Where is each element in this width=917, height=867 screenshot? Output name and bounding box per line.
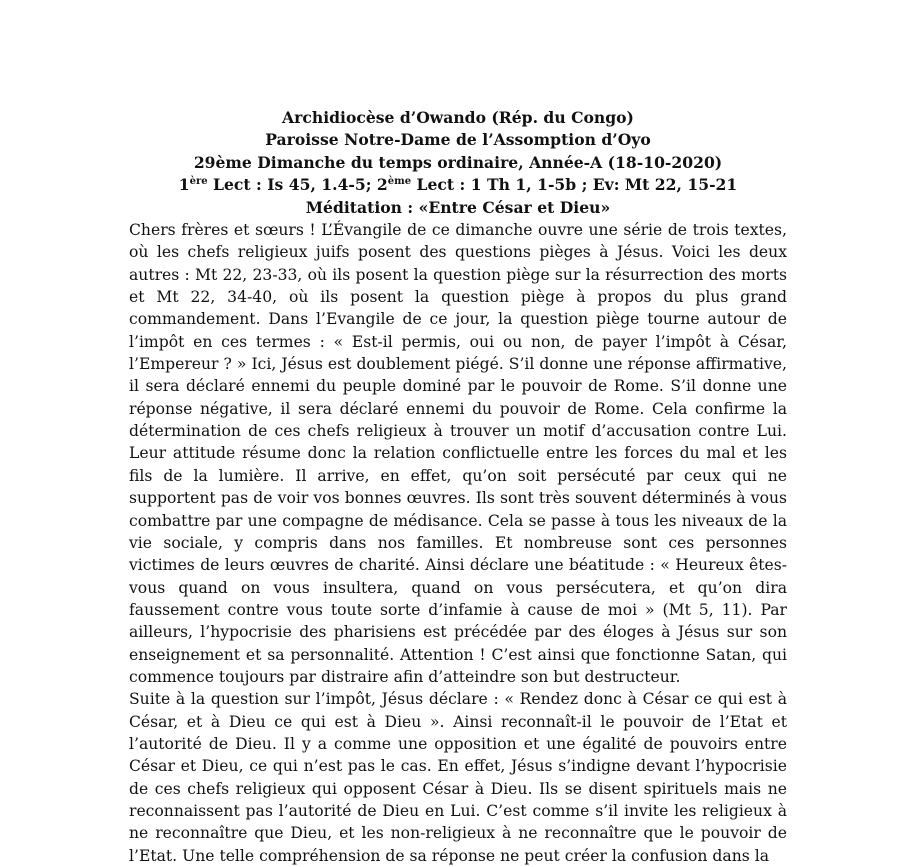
document-page <box>129 107 787 867</box>
document-body <box>129 219 787 867</box>
readings-part1: 1 <box>178 175 190 195</box>
header-parish: Paroisse Notre-Dame de l’Assomption d’Oyo <box>265 130 651 150</box>
header-meditation-title: Méditation : «Entre César et Dieu» <box>305 197 611 217</box>
document-header <box>129 107 787 219</box>
body-paragraph-2: Suite à la question sur l’impôt, Jésus déclare : « Rendez donc à César ce qui est à César, et à Dieu ce qui est à Dieu ». Ainsi reconnaît-il le pouvoir de l’Etat et l’autorité de Dieu. Il y a comme une opposition et une égalité de pouvoirs entre César et Dieu, ce qui n’est pas le cas. En effet, Jésus s’indigne devant l’hypocrisie de ces chefs religieux qui opposent César à Dieu. Ils se disent spirituels mais ne reconnaissent pas l’autorité de Dieu en Lui. C’est comme s’il invite les religieux à ne reconnaître que Dieu, et les non-religieux à ne reconnaître que le pouvoir de l’Etat. Une telle compréhension de sa réponse ne peut créer la confusion dans la <box>129 690 787 865</box>
header-archdiocese: Archidiocèse d’Owando (Rép. du Congo) <box>282 108 634 127</box>
header-sunday: 29ème Dimanche du temps ordinaire, Année-A (18-10-2020) <box>193 152 723 172</box>
readings-sup2: ème <box>387 176 412 188</box>
readings-part2: Lect : Is 45, 1.4-5; 2 <box>207 175 388 195</box>
readings-part3: Lect : 1 Th 1, 1-5b ; Ev: Mt 22, 15-21 <box>411 175 738 195</box>
readings-sup1: ère <box>189 176 208 188</box>
body-paragraph-1: Chers frères et sœurs ! L’Évangile de ce dimanche ouvre une série de trois textes, où les chefs religieux juifs posent des questions pièges à Jésus. Voici les deux autres : Mt 22, 23-33, où ils posent la question piège sur la résurrection des morts et Mt 22, 34-40, où ils posent la question piège à propos du plus grand commandement. Dans l’Evangile de ce jour, la question piège tourne autour de l’impôt en ces termes : « Est-il permis, oui ou non, de payer l’impôt à César, l’Empereur ? » Ici, Jésus est doublement piégé. S’il donne une réponse affirmative, il sera déclaré ennemi du peuple dominé par le pouvoir de Rome. S’il donne une réponse négative, il sera déclaré ennemi du pouvoir de Rome. Cela confirme la détermination de ces chefs religieux à trouver un motif d’accusation contre Lui. Leur attitude résume donc la relation conflictuelle entre les forces du mal et les fils de la lumière. Il arrive, en effet, qu’on soit persécuté par ceux qui ne supportent pas de voir vos bonnes œuvres. Ils sont très souvent déterminés à vous combattre par une compagne de médisance. Cela se passe à tous les niveaux de la vie sociale, y compris dans nos familles. Et nombreuse sont ces personnes victimes de leurs œuvres de charité. Ainsi déclare une béatitude : « Heureux êtes-vous quand on vous insultera, quand on vous persécutera, et qu’on dira faussement contre vous toute sorte d’infamie à cause de moi » (Mt 5, 11). Par ailleurs, l’hypocrisie des pharisiens est précédée par des éloges à Jésus sur son enseignement et sa personnalité. Attention ! C’est ainsi que fonctionne Satan, qui commence toujours par distraire afin d’atteindre son but destructeur. <box>129 221 787 686</box>
header-readings <box>129 174 787 196</box>
